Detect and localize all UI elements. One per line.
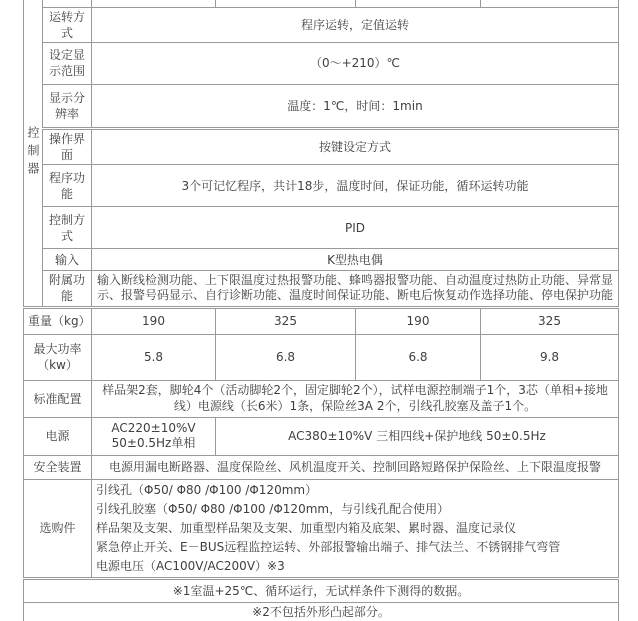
weight-value: 325: [481, 307, 619, 334]
row-safety-devices: [24, 455, 619, 479]
cutoff-cell: [43, 0, 92, 7]
controller-group-cell: [24, 0, 43, 307]
row-label: 操作界面: [43, 128, 92, 164]
row-value: 按键设定方式: [92, 128, 619, 164]
spec-table: [23, 0, 619, 621]
cutoff-cell: [92, 0, 216, 7]
weight-value: 190: [92, 307, 216, 334]
row-note-1: [24, 578, 619, 602]
row-value: 3个可记忆程序，共计18步，温度时间，保证功能，循环运转功能: [92, 165, 619, 207]
row-setting-display-range: [24, 42, 619, 84]
weight-value: 325: [216, 307, 356, 334]
max-power-label: 最大功率（kw）: [24, 334, 92, 380]
row-label: 运转方式: [43, 7, 92, 42]
standard-config-value: 样品架2套，脚轮4个（活动脚轮2个，固定脚轮2个），试样电源控制端子1个，3芯（单相+接地线）电源线（长6米）1条，保险丝3A 2个，引线孔胶塞及盖子1个。: [92, 380, 619, 417]
option-line: 引线孔胶塞（Φ50/ Φ80 /Φ100 /Φ120mm，与引线孔配合使用）: [96, 501, 450, 516]
row-operation-mode: [24, 7, 619, 42]
power-supply-single-line2: 50±0.5Hz单相: [111, 436, 196, 451]
row-max-power: [24, 334, 619, 380]
row-label: 程序功能: [43, 165, 92, 207]
row-control-mode: [24, 207, 619, 249]
row-program-function: [24, 165, 619, 207]
power-supply-single-phase: [92, 417, 216, 455]
option-line: 样品架及支架、加重型样品架及支架、加重型内箱及底架、累时器、温度记录仪: [96, 520, 517, 535]
standard-config-label: 标准配置: [24, 380, 92, 417]
cutoff-cell: [356, 0, 481, 7]
max-power-value: 6.8: [356, 334, 481, 380]
row-attached-functions: [24, 271, 619, 307]
row-value: 温度：1℃，时间：1min: [92, 84, 619, 128]
row-display-resolution: [24, 84, 619, 128]
cutoff-cell: [481, 0, 619, 7]
cutoff-cell: [216, 0, 356, 7]
options-value: [92, 479, 619, 578]
row-power-supply: [24, 417, 619, 455]
max-power-value: 6.8: [216, 334, 356, 380]
options-label: 选购件: [24, 479, 92, 578]
footnote-2: ※2不包括外形凸起部分。: [24, 602, 619, 621]
footnote-1: ※1室温+25℃、循环运行，无试样条件下测得的数据。: [24, 578, 619, 602]
row-input: [24, 249, 619, 271]
row-standard-config: [24, 380, 619, 417]
row-label: 设定显示范围: [43, 42, 92, 84]
row-note-2: [24, 602, 619, 621]
max-power-value: 5.8: [92, 334, 216, 380]
row-value: （0～+210）℃: [92, 42, 619, 84]
option-line: 电源电压（AC100V/AC200V）※3: [96, 558, 285, 573]
controller-group-label: 控制器: [26, 125, 40, 180]
row-operation-interface: [24, 128, 619, 164]
power-supply-three-phase: AC380±10%V 三相四线+保护地线 50±0.5Hz: [216, 417, 619, 455]
option-line: 紧急停止开关、E－BUS远程监控运转、外部报警输出端子、排气法兰、不锈钢排气弯管: [96, 539, 561, 554]
option-line: 引线孔（Φ50/ Φ80 /Φ100 /Φ120mm）: [96, 482, 318, 497]
power-supply-label: 电源: [24, 417, 92, 455]
row-weight: [24, 307, 619, 334]
row-value: K型热电偶: [92, 249, 619, 271]
power-supply-single-line1: AC220±10%V: [111, 420, 196, 435]
safety-value: 电源用漏电断路器、温度保险丝、风机温度开关、控制回路短路保护保险丝、上下限温度报警: [92, 455, 619, 479]
weight-value: 190: [356, 307, 481, 334]
row-optional-parts: [24, 479, 619, 578]
row-label: 输入: [43, 249, 92, 271]
row-value: 程序运转，定值运转: [92, 7, 619, 42]
weight-label: 重量（kg）: [24, 307, 92, 334]
row-value: 输入断线检测功能、上下限温度过热报警功能、蜂鸣器报警功能、自动温度过热防止功能、异常显示、报警号码显示、自行诊断功能、温度时间保证功能、断电后恢复动作选择功能、停电保护功能: [92, 271, 619, 307]
row-value: PID: [92, 207, 619, 249]
row-label: 显示分辨率: [43, 84, 92, 128]
row-label: 附属功能: [43, 271, 92, 307]
safety-label: 安全装置: [24, 455, 92, 479]
cutoff-row: [24, 0, 619, 7]
max-power-value: 9.8: [481, 334, 619, 380]
row-label: 控制方式: [43, 207, 92, 249]
